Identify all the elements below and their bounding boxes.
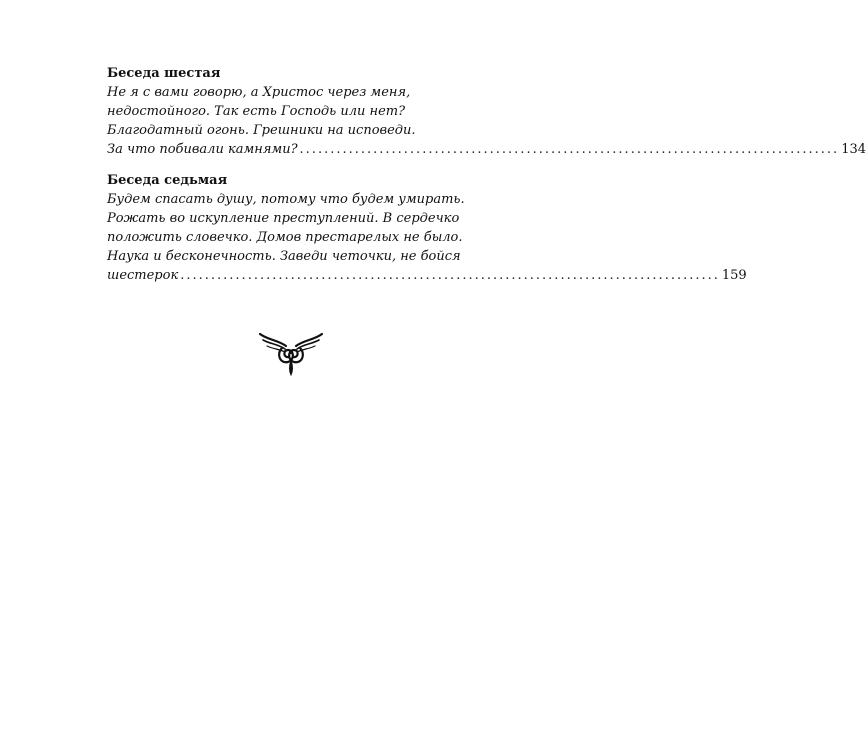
toc-entry-title: Беседа шестая (107, 66, 221, 81)
toc-leader-dots: ........................................................................................ (299, 142, 840, 157)
toc-entry-last-line (107, 140, 866, 159)
toc-entry-7 (107, 171, 747, 285)
toc-entry-line: Рожать во искупление преступлений. В сердечко (107, 211, 460, 226)
toc-entry-last-text: За что побивали камнями? (107, 142, 298, 157)
floral-ornament-icon (258, 330, 324, 378)
toc-entry-last-text: шестерок (107, 268, 179, 283)
toc-leader-dots: ........................................................................................ (180, 268, 720, 283)
toc-entry-line: положить словечко. Домов престарелых не было. (107, 230, 463, 245)
toc-entry-title: Беседа седьмая (107, 173, 228, 188)
toc-entry-line: Будем спасать душу, потому что будем умирать. (107, 192, 465, 207)
toc-entry-6 (107, 64, 866, 159)
toc-entry-line: Благодатный огонь. Грешники на исповеди. (107, 123, 416, 138)
toc-page-number: 159 (721, 268, 747, 283)
toc-page-number: 134 (841, 142, 866, 157)
table-of-contents (107, 64, 866, 297)
toc-entry-line: недостойного. Так есть Господь или нет? (107, 104, 406, 119)
toc-entry-line: Наука и бесконечность. Заведи четочки, не бойся (107, 249, 461, 264)
toc-entry-last-line (107, 266, 747, 285)
toc-entry-line: Не я с вами говорю, а Христос через меня, (107, 85, 411, 100)
